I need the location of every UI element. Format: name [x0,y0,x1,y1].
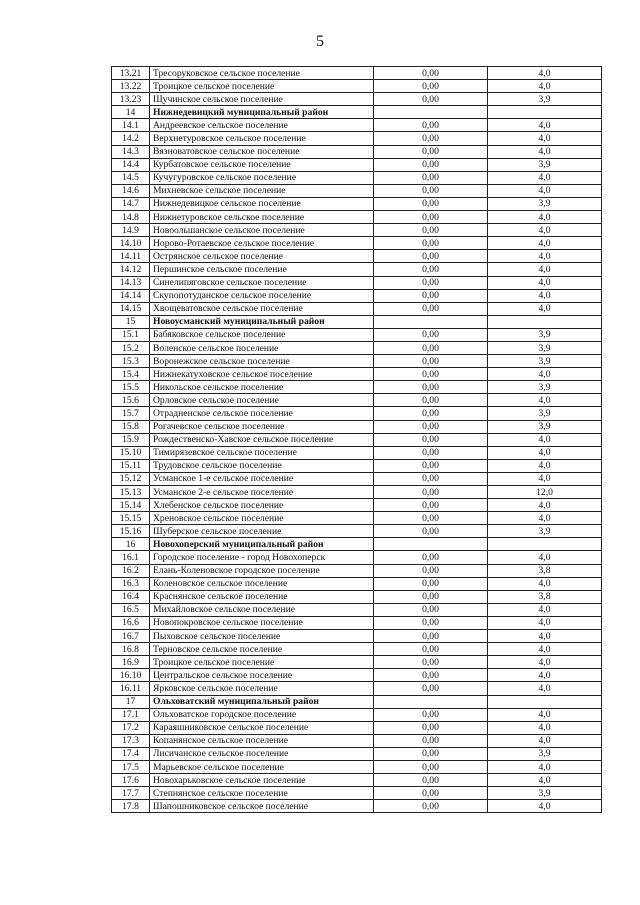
value-2 [488,695,602,708]
value-1 [374,695,488,708]
value-1: 0,00 [374,472,488,485]
table-row [112,289,602,302]
value-1 [374,106,488,119]
settlement-name: Терновское сельское поселение [150,643,374,656]
value-2: 4,0 [488,760,602,773]
settlement-name: Курбатовское сельское поселение [150,158,374,171]
value-1: 0,00 [374,774,488,787]
settlement-name: Ольховатское городское поселение [150,708,374,721]
value-1: 0,00 [374,67,488,80]
table-row [112,407,602,420]
page-number: 5 [316,33,324,50]
settlement-name: Марьевское сельское поселение [150,760,374,773]
table-row [112,93,602,106]
row-number: 17.5 [112,760,150,773]
district-name: Нижнедевицкий муниципальный район [150,106,374,119]
district-row [112,695,602,708]
table-row [112,459,602,472]
table-row [112,525,602,538]
row-number: 15 [112,315,150,328]
value-2: 4,0 [488,250,602,263]
row-number: 15.12 [112,472,150,485]
settlement-name: Троицкое сельское поселение [150,656,374,669]
table-row [112,630,602,643]
district-name: Новохоперский муниципальный район [150,538,374,551]
value-2: 3,9 [488,158,602,171]
value-2: 3,8 [488,564,602,577]
value-2: 3,9 [488,525,602,538]
value-2: 3,9 [488,787,602,800]
table-row [112,669,602,682]
value-1: 0,00 [374,577,488,590]
value-2: 4,0 [488,708,602,721]
settlement-name: Вязноватовское сельское поселение [150,145,374,158]
value-1: 0,00 [374,237,488,250]
district-row [112,315,602,328]
settlement-name: Усманское 1-е сельское поселение [150,472,374,485]
row-number: 15.6 [112,394,150,407]
value-1: 0,00 [374,420,488,433]
value-1: 0,00 [374,459,488,472]
table-row [112,132,602,145]
value-2: 3,8 [488,590,602,603]
row-number: 15.2 [112,341,150,354]
table-row [112,355,602,368]
value-2: 4,0 [488,616,602,629]
value-2: 4,0 [488,132,602,145]
row-number: 15.8 [112,420,150,433]
value-2: 4,0 [488,472,602,485]
settlement-name: Бабяковское сельское поселение [150,328,374,341]
row-number: 14.11 [112,250,150,263]
table-row [112,564,602,577]
value-2: 4,0 [488,800,602,813]
table-row [112,158,602,171]
value-2: 4,0 [488,145,602,158]
value-2: 4,0 [488,368,602,381]
value-1: 0,00 [374,197,488,210]
settlement-name: Городское поселение - город Новохоперск [150,551,374,564]
table-row [112,747,602,760]
settlement-name: Рогачевское сельское поселение [150,420,374,433]
value-1: 0,00 [374,525,488,538]
row-number: 15.4 [112,368,150,381]
row-number: 17.6 [112,774,150,787]
value-2: 4,0 [488,80,602,93]
row-number: 14.4 [112,158,150,171]
table-row [112,734,602,747]
settlement-name: Копанянское сельское поселение [150,734,374,747]
value-1: 0,00 [374,433,488,446]
value-2: 3,9 [488,747,602,760]
value-1: 0,00 [374,328,488,341]
table-row [112,250,602,263]
row-number: 17.4 [112,747,150,760]
table-row [112,551,602,564]
settlement-name: Троицкое сельское поселение [150,80,374,93]
row-number: 14.15 [112,302,150,315]
table-row [112,276,602,289]
table-row [112,446,602,459]
table-row [112,237,602,250]
value-2: 4,0 [488,184,602,197]
table-row [112,197,602,210]
table-row [112,616,602,629]
settlement-name: Михневское сельское поселение [150,184,374,197]
district-row [112,106,602,119]
row-number: 14.12 [112,263,150,276]
value-2: 4,0 [488,577,602,590]
value-1: 0,00 [374,787,488,800]
row-number: 14.8 [112,211,150,224]
value-2: 4,0 [488,656,602,669]
row-number: 17 [112,695,150,708]
value-1: 0,00 [374,224,488,237]
table-row [112,341,602,354]
row-number: 14.5 [112,171,150,184]
table-row [112,499,602,512]
table-row [112,145,602,158]
row-number: 16.10 [112,669,150,682]
row-number: 15.9 [112,433,150,446]
value-1 [374,315,488,328]
value-1: 0,00 [374,747,488,760]
settlement-name: Хреновское сельское поселение [150,512,374,525]
table-row [112,368,602,381]
value-1: 0,00 [374,630,488,643]
settlement-name: Синелипяговское сельское поселение [150,276,374,289]
value-1: 0,00 [374,564,488,577]
value-2: 4,0 [488,721,602,734]
row-number: 13.22 [112,80,150,93]
value-2: 4,0 [488,551,602,564]
value-2: 4,0 [488,224,602,237]
value-1: 0,00 [374,171,488,184]
value-2: 4,0 [488,643,602,656]
table-row [112,721,602,734]
value-2: 12,0 [488,486,602,499]
row-number: 13.23 [112,93,150,106]
value-2: 3,9 [488,328,602,341]
settlement-name: Шуберское сельское поселение [150,525,374,538]
value-2: 3,9 [488,381,602,394]
value-1: 0,00 [374,263,488,276]
table-row [112,656,602,669]
district-name: Ольховатский муниципальный район [150,695,374,708]
table-row [112,512,602,525]
row-number: 17.2 [112,721,150,734]
value-2: 4,0 [488,669,602,682]
value-1: 0,00 [374,302,488,315]
row-number: 16.3 [112,577,150,590]
row-number: 15.3 [112,355,150,368]
value-1: 0,00 [374,682,488,695]
settlement-name: Краснянское сельское поселение [150,590,374,603]
settlement-name: Скупопотуданское сельское поселение [150,289,374,302]
table-row [112,224,602,237]
value-1: 0,00 [374,499,488,512]
row-number: 16.4 [112,590,150,603]
value-1: 0,00 [374,656,488,669]
value-2: 4,0 [488,459,602,472]
settlements-table [111,66,602,813]
value-1 [374,538,488,551]
table-row [112,328,602,341]
table-row [112,800,602,813]
value-2: 4,0 [488,433,602,446]
value-1: 0,00 [374,760,488,773]
table-row [112,184,602,197]
settlement-name: Хлебенское сельское поселение [150,499,374,512]
value-1: 0,00 [374,446,488,459]
row-number: 13.21 [112,67,150,80]
value-1: 0,00 [374,708,488,721]
value-2: 4,0 [488,211,602,224]
value-1: 0,00 [374,551,488,564]
table-row [112,643,602,656]
table-row [112,708,602,721]
table-row [112,472,602,485]
settlement-name: Караяшниковское сельское поселение [150,721,374,734]
value-2: 3,9 [488,355,602,368]
settlement-name: Нижнедевицкое сельское поселение [150,197,374,210]
settlement-name: Кучугуровское сельское поселение [150,171,374,184]
row-number: 14.6 [112,184,150,197]
table-row [112,433,602,446]
table-row [112,119,602,132]
row-number: 16.5 [112,603,150,616]
district-row [112,538,602,551]
value-2: 3,9 [488,407,602,420]
table-row [112,486,602,499]
settlement-name: Першинское сельское поселение [150,263,374,276]
value-1: 0,00 [374,800,488,813]
row-number: 14.3 [112,145,150,158]
value-1: 0,00 [374,276,488,289]
value-1: 0,00 [374,341,488,354]
settlement-name: Острянское сельское поселение [150,250,374,263]
row-number: 16.2 [112,564,150,577]
settlement-name: Трудовское сельское поселение [150,459,374,472]
table-row [112,577,602,590]
table-row [112,787,602,800]
settlement-name: Щучинское сельское поселение [150,93,374,106]
table-row [112,302,602,315]
table-row [112,603,602,616]
value-1: 0,00 [374,158,488,171]
value-1: 0,00 [374,590,488,603]
value-1: 0,00 [374,734,488,747]
row-number: 14.13 [112,276,150,289]
value-2: 4,0 [488,119,602,132]
table-row [112,67,602,80]
settlement-name: Шапошниковское сельское поселение [150,800,374,813]
table-row [112,80,602,93]
value-2: 4,0 [488,289,602,302]
table-row [112,381,602,394]
value-2: 4,0 [488,512,602,525]
table-row [112,682,602,695]
row-number: 17.1 [112,708,150,721]
settlement-name: Коленовское сельское поселение [150,577,374,590]
value-1: 0,00 [374,486,488,499]
value-1: 0,00 [374,616,488,629]
row-number: 15.16 [112,525,150,538]
row-number: 14.10 [112,237,150,250]
table-row [112,590,602,603]
value-1: 0,00 [374,93,488,106]
row-number: 16.8 [112,643,150,656]
settlement-name: Верхнетуровское сельское поселение [150,132,374,145]
value-1: 0,00 [374,119,488,132]
settlement-name: Андреевское сельское поселение [150,119,374,132]
settlement-name: Центральское сельское поселение [150,669,374,682]
settlement-name: Новохарьковское сельское поселение [150,774,374,787]
value-2: 3,9 [488,197,602,210]
value-2: 4,0 [488,499,602,512]
value-1: 0,00 [374,132,488,145]
value-1: 0,00 [374,512,488,525]
settlement-name: Никольское сельское поселение [150,381,374,394]
row-number: 16.7 [112,630,150,643]
settlement-name: Орловское сельское поселение [150,394,374,407]
value-1: 0,00 [374,721,488,734]
value-2: 4,0 [488,734,602,747]
settlement-name: Елань-Коленовское городское поселение [150,564,374,577]
settlement-name: Воленское сельское поселение [150,341,374,354]
value-1: 0,00 [374,407,488,420]
value-2: 4,0 [488,237,602,250]
settlement-name: Тресоруковское сельское поселение [150,67,374,80]
value-1: 0,00 [374,80,488,93]
settlement-name: Новоольшанское сельское поселение [150,224,374,237]
row-number: 17.3 [112,734,150,747]
row-number: 15.13 [112,486,150,499]
value-2: 4,0 [488,263,602,276]
settlement-name: Степнянское сельское поселение [150,787,374,800]
value-1: 0,00 [374,394,488,407]
value-2: 3,9 [488,420,602,433]
settlement-name: Хвощеватовское сельское поселение [150,302,374,315]
settlement-name: Воронежское сельское поселение [150,355,374,368]
value-1: 0,00 [374,355,488,368]
row-number: 14 [112,106,150,119]
value-2: 4,0 [488,774,602,787]
settlement-name: Ярковское сельское поселение [150,682,374,695]
value-2: 4,0 [488,276,602,289]
value-2: 4,0 [488,171,602,184]
settlement-name: Новопокровское сельское поселение [150,616,374,629]
value-1: 0,00 [374,669,488,682]
row-number: 15.1 [112,328,150,341]
value-2: 4,0 [488,394,602,407]
value-2: 3,9 [488,93,602,106]
table-row [112,394,602,407]
settlement-name: Отрадненское сельское поселение [150,407,374,420]
row-number: 17.8 [112,800,150,813]
settlement-name: Пыховское сельское поселение [150,630,374,643]
settlement-name: Рождественско-Хавское сельское поселение [150,433,374,446]
settlement-name: Лисичанское сельское поселение [150,747,374,760]
value-2 [488,538,602,551]
value-1: 0,00 [374,145,488,158]
settlement-name: Нижнекатуховское сельское поселение [150,368,374,381]
settlement-name: Норово-Ротаевское сельское поселение [150,237,374,250]
row-number: 15.5 [112,381,150,394]
row-number: 16.6 [112,616,150,629]
value-2: 4,0 [488,603,602,616]
settlement-name: Михайловское сельское поселение [150,603,374,616]
row-number: 16 [112,538,150,551]
value-1: 0,00 [374,643,488,656]
value-1: 0,00 [374,381,488,394]
row-number: 15.15 [112,512,150,525]
row-number: 16.11 [112,682,150,695]
row-number: 15.14 [112,499,150,512]
table-row [112,420,602,433]
settlement-name: Нижнетуровское сельское поселение [150,211,374,224]
value-2 [488,106,602,119]
value-1: 0,00 [374,289,488,302]
table-row [112,760,602,773]
row-number: 14.2 [112,132,150,145]
row-number: 14.1 [112,119,150,132]
row-number: 16.1 [112,551,150,564]
value-2: 4,0 [488,682,602,695]
value-1: 0,00 [374,368,488,381]
table-row [112,774,602,787]
value-2 [488,315,602,328]
value-2: 3,9 [488,341,602,354]
value-1: 0,00 [374,250,488,263]
value-1: 0,00 [374,184,488,197]
value-1: 0,00 [374,603,488,616]
row-number: 15.7 [112,407,150,420]
row-number: 15.10 [112,446,150,459]
value-1: 0,00 [374,211,488,224]
row-number: 17.7 [112,787,150,800]
settlement-name: Тимирязевское сельское поселение [150,446,374,459]
row-number: 16.9 [112,656,150,669]
settlement-name: Усманское 2-е сельское поселение [150,486,374,499]
row-number: 15.11 [112,459,150,472]
table-row [112,171,602,184]
table-body [112,67,602,813]
district-name: Новоусманский муниципальный район [150,315,374,328]
table-row [112,211,602,224]
row-number: 14.7 [112,197,150,210]
table-row [112,263,602,276]
value-2: 4,0 [488,302,602,315]
row-number: 14.14 [112,289,150,302]
value-2: 4,0 [488,630,602,643]
value-2: 4,0 [488,446,602,459]
row-number: 14.9 [112,224,150,237]
value-2: 4,0 [488,67,602,80]
